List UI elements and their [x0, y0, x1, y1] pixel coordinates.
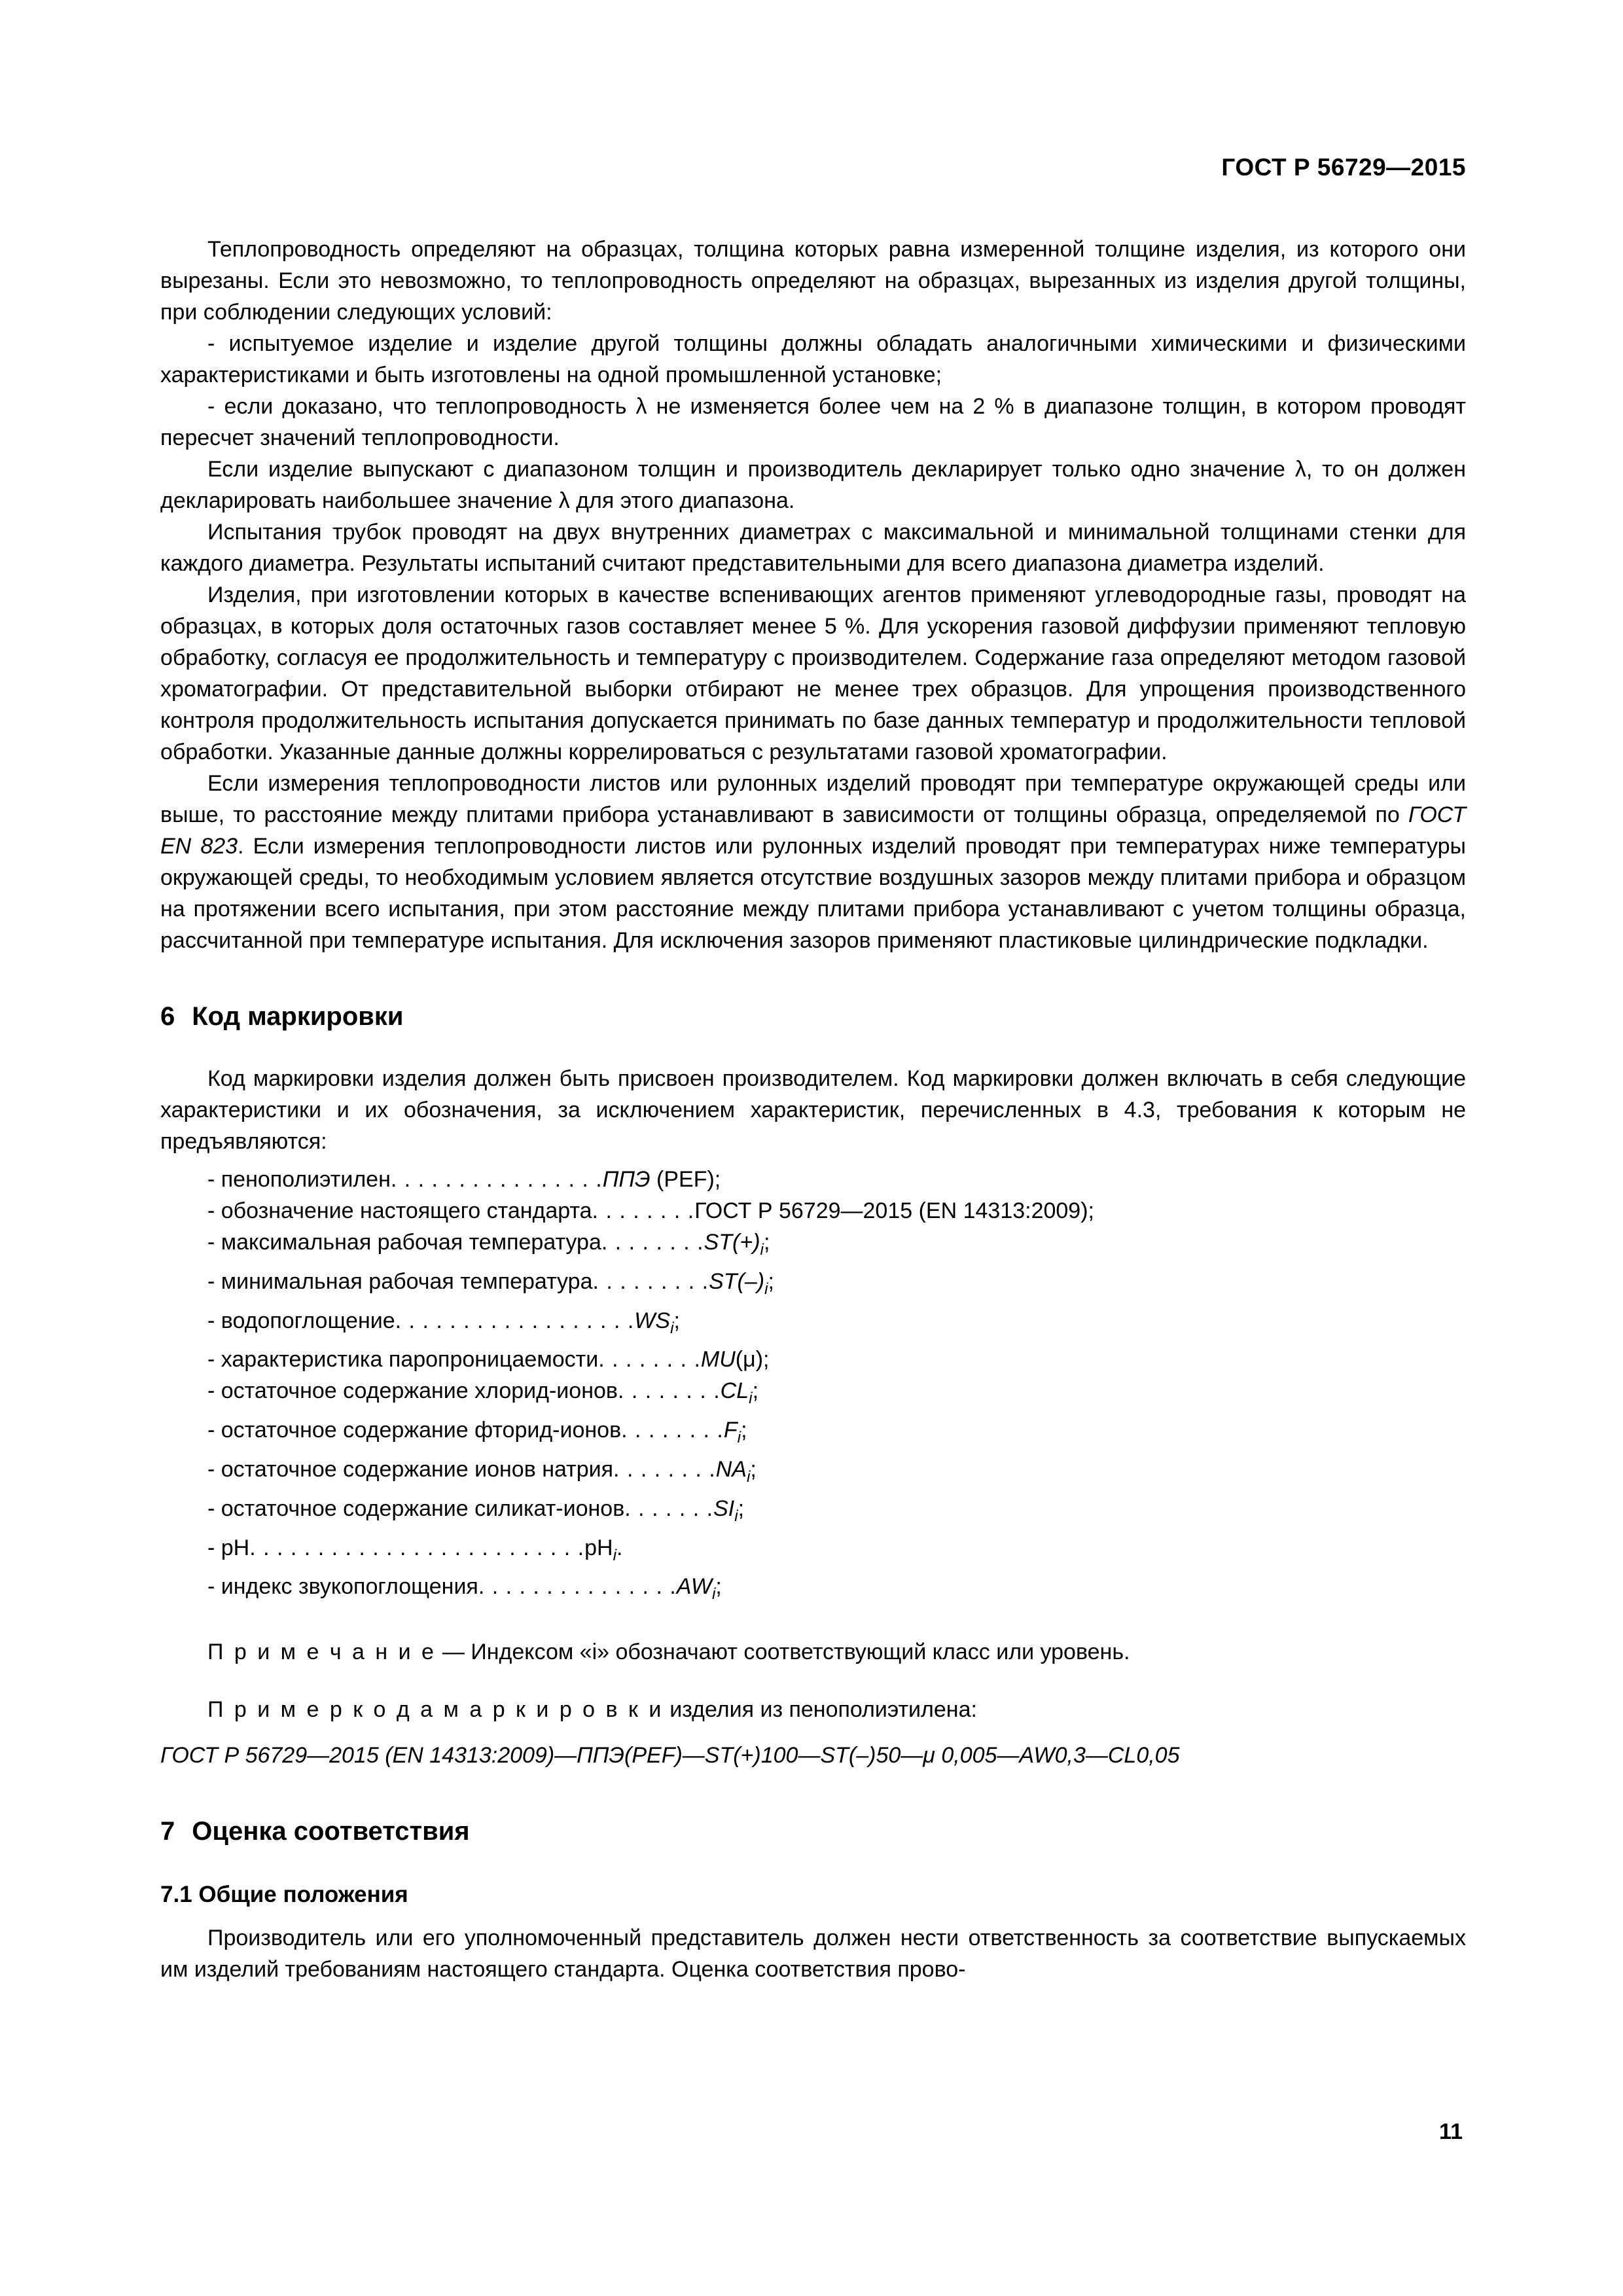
item-value-plain: pH — [584, 1535, 613, 1560]
item-value-plain: ; — [750, 1456, 757, 1482]
note-block — [160, 1636, 1466, 1668]
item-value-code: MU — [700, 1347, 736, 1372]
item-value — [701, 1344, 770, 1375]
item-value-index: i — [711, 1585, 716, 1604]
item-value-tail: . — [616, 1535, 623, 1560]
dash-item-2: - если доказано, что теплопроводность λ не изменяется более чем на 2 % в диапазоне толщин, в котором проводят пересчет значений теплопроводности. — [160, 394, 1466, 450]
leader-dots: . . . . . . . . . . . . . . . — [478, 1574, 677, 1600]
leader-dots: . . . . . . . — [624, 1496, 714, 1521]
marking-code-list — [160, 1164, 1466, 1610]
paragraph-5-part1: Если измерения теплопроводности листов или рулонных изделий проводят при температуре окружающей среды или выше, то расстояние между плитами прибора устанавливают в зависимости от толщины образца, определяемой по — [160, 771, 1466, 827]
item-value — [709, 1266, 774, 1305]
section-7-title: Оценка соответствия — [192, 1817, 470, 1846]
item-label: - остаточное содержание силикат-ионов — [207, 1496, 625, 1521]
item-value-plain: ; — [741, 1418, 747, 1443]
item-value-plain: ; — [673, 1308, 680, 1333]
item-value-code: NA — [715, 1456, 747, 1482]
subsection-71-number: 7.1 — [160, 1882, 192, 1908]
item-value — [724, 1414, 747, 1454]
item-value-index: i — [737, 1428, 741, 1446]
item-label: - остаточное содержание хлорид-ионов — [207, 1378, 618, 1404]
paragraph-2: Если изделие выпускают с диапазоном толщин и производитель декларирует только одно значение λ, то он должен декларировать наибольшее значение λ для этого диапазона. — [160, 457, 1466, 513]
example-text: изделия из пенополиэтилена: — [663, 1697, 977, 1723]
leader-dots: . . . . . . . . . . . . . . . . . . — [395, 1308, 635, 1333]
item-label: - обозначение настоящего стандарта — [207, 1198, 592, 1223]
item-value-plain: ; — [752, 1378, 759, 1404]
page-number: 11 — [1439, 2119, 1463, 2144]
list-item — [160, 1493, 1466, 1532]
item-label: - pH — [207, 1535, 250, 1560]
paragraph-3: Испытания трубок проводят на двух внутренних диаметрах с максимальной и минимальной толщинами стенки для каждого диаметра. Результаты испытаний считают представительными для всего диапазона диаметра изделий. — [160, 520, 1466, 576]
item-value-code: ППЭ — [602, 1167, 651, 1192]
leader-dots: . . . . . . . . — [621, 1418, 724, 1443]
subsection-71-title: Общие положения — [198, 1882, 408, 1908]
item-label: - остаточное содержание ионов натрия — [207, 1456, 614, 1482]
item-label: - индекс звукопоглощения — [207, 1574, 478, 1600]
section-7-heading — [160, 1817, 1466, 1846]
item-value — [694, 1195, 1094, 1227]
item-value-plain: (PEF); — [650, 1167, 721, 1192]
item-value-code: AW — [676, 1574, 712, 1600]
list-item — [160, 1227, 1466, 1266]
item-label: - пенополиэтилен — [207, 1167, 391, 1192]
list-item — [160, 1454, 1466, 1493]
dash-item-1: - испытуемое изделие и изделие другой толщины должны обладать аналогичными химическими и физическими характеристиками и быть изготовлены на одной промышленной установке; — [160, 331, 1466, 387]
note-text: — Индексом «i» обозначают соответствующий класс или уровень. — [436, 1640, 1130, 1665]
list-item — [160, 1375, 1466, 1414]
item-value-code: WS — [634, 1308, 671, 1333]
section-7-number: 7 — [160, 1817, 175, 1846]
item-value — [584, 1532, 622, 1571]
item-value — [603, 1164, 721, 1195]
page-content — [160, 154, 1466, 1985]
item-value-index: i — [670, 1319, 674, 1337]
list-item — [160, 1164, 1466, 1195]
item-value-index: i — [764, 1280, 768, 1298]
section-6-number: 6 — [160, 1002, 175, 1031]
item-value-plain: ; — [763, 1230, 770, 1255]
item-label: - остаточное содержание фторид-ионов — [207, 1418, 622, 1443]
leader-dots: . . . . . . . . . . . . . . . . — [390, 1167, 603, 1192]
paragraph-5-part2: . Если измерения теплопроводности листов или рулонных изделий проводят при температурах ниже температуры окружающей среды, то необходимым условием является отсутствие воздушных зазоров между плитами прибора и образцом на протяжении всего испытания, при этом расстояние между плитами прибора устанавливают с учетом толщины образца, рассчитанной при температуре испытания. Для исключения зазоров применяют пластиковые цилиндрические подкладки. — [160, 834, 1466, 953]
item-value-index: i — [746, 1467, 751, 1486]
list-item — [160, 1571, 1466, 1610]
paragraph-5 — [160, 768, 1466, 956]
example-block — [160, 1694, 1466, 1725]
item-value-index: i — [749, 1390, 753, 1408]
leader-dots: . . . . . . . . — [613, 1456, 716, 1482]
item-value-index: i — [760, 1240, 764, 1259]
item-label: - максимальная рабочая температура — [207, 1230, 601, 1255]
list-item — [160, 1195, 1466, 1227]
item-value-plain: ; — [738, 1496, 745, 1521]
leader-dots: . . . . . . . . — [592, 1198, 695, 1223]
section-6-intro: Код маркировки изделия должен быть присвоен производителем. Код маркировки должен включать в себя следующие характеристики и их обозначения, за исключением характеристик, перечисленных в 4.3, требования к которым не предъявляются: — [160, 1066, 1466, 1154]
item-value-plain: (μ); — [735, 1347, 770, 1372]
item-value — [634, 1305, 680, 1344]
item-value — [721, 1375, 758, 1414]
item-label: - характеристика паропроницаемости — [207, 1347, 599, 1372]
item-value-index: i — [734, 1507, 738, 1525]
item-value-plain: ; — [768, 1268, 774, 1294]
example-label: П р и м е р к о д а м а р к и р о в к и — [207, 1697, 664, 1723]
page-header: ГОСТ Р 56729—2015 — [1221, 154, 1466, 181]
list-item — [160, 1414, 1466, 1454]
item-value — [677, 1571, 722, 1610]
leader-dots: . . . . . . . . — [601, 1230, 704, 1255]
item-value-code: SI — [713, 1496, 735, 1521]
item-label: - минимальная рабочая температура — [207, 1268, 593, 1294]
list-item — [160, 1344, 1466, 1375]
paragraph-1: Теплопроводность определяют на образцах, толщина которых равна измеренной толщине изделия, из которого они вырезаны. Если это невозможно, то теплопроводность определяют на образцах, вырезанных из изделия другой толщины, при соблюдении следующих условий: — [160, 237, 1466, 325]
item-value-code: ST(–) — [709, 1268, 765, 1294]
list-item — [160, 1532, 1466, 1571]
section-6-title: Код маркировки — [192, 1002, 404, 1031]
item-label: - водопоглощение — [207, 1308, 395, 1333]
item-value-code: ST(+) — [704, 1230, 760, 1255]
subsection-71-heading — [160, 1882, 1466, 1908]
leader-dots: . . . . . . . . — [617, 1378, 721, 1404]
note-label: П р и м е ч а н и е — [207, 1640, 437, 1665]
subsection-71-text: Производитель или его уполномоченный представитель должен нести ответственность за соответствие выпускаемых им изделий требованиям настоящего стандарта. Оценка соответствия прово- — [160, 1926, 1466, 1982]
item-value-plain: ГОСТ Р 56729—2015 (EN 14313:2009); — [694, 1198, 1094, 1223]
item-value — [713, 1493, 744, 1532]
standard-reference: ГОСТ EN 823 — [160, 802, 1466, 859]
item-value — [704, 1227, 770, 1266]
paragraph-4: Изделия, при изготовлении которых в качестве вспенивающих агентов применяют углеводородные газы, проводят на образцах, в которых доля остаточных газов составляет менее 5 %. Для ускорения газовой диффузии применяют тепловую обработку, согласуя ее продолжительность и температуру с производителем. Содержание газа определяют методом газовой хроматографии. От представительной выборки отбирают не менее трех образцов. Для упрощения производственного контроля продолжительность испытания допускается принимать по базе данных температур и продолжительности тепловой обработки. Указанные данные должны коррелироваться с результатами газовой хроматографии. — [160, 583, 1466, 764]
list-item — [160, 1305, 1466, 1344]
list-item — [160, 1266, 1466, 1305]
leader-dots: . . . . . . . . . — [592, 1268, 709, 1294]
section-6-heading — [160, 1002, 1466, 1031]
item-value-code: CL — [720, 1378, 749, 1404]
leader-dots: . . . . . . . . — [598, 1347, 701, 1372]
item-value-code: F — [723, 1418, 738, 1443]
leader-dots: . . . . . . . . . . . . . . . . . . . . . . . . . — [249, 1535, 585, 1560]
item-value-plain: ; — [715, 1574, 722, 1600]
item-value-index: i — [613, 1546, 617, 1564]
example-marking-code: ГОСТ Р 56729—2015 (EN 14313:2009)—ППЭ(PEF)—ST(+)100—ST(–)50—μ 0,005—AW0,3—CL0,05 — [160, 1743, 1180, 1768]
item-value — [716, 1454, 757, 1493]
